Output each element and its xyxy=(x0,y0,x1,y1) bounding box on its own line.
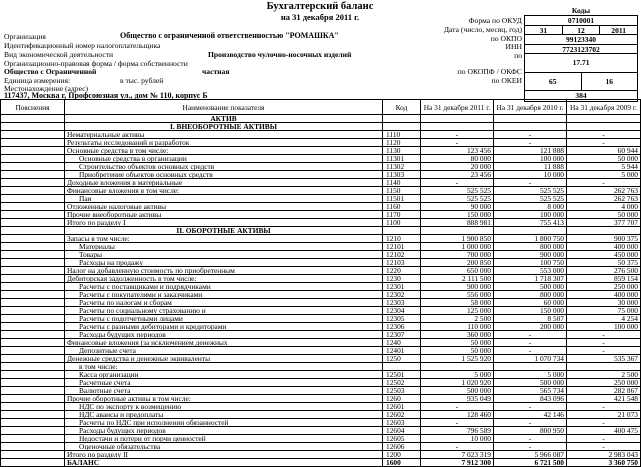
row-code: 12503 xyxy=(383,387,421,395)
value-cell-2010: 525 525 xyxy=(494,195,567,203)
notes-cell xyxy=(1,115,65,123)
notes-cell xyxy=(1,227,65,235)
value-cell-2009: - xyxy=(567,347,641,355)
row-code: 12302 xyxy=(383,291,421,299)
value-cell-2010: 42 146 xyxy=(494,411,567,419)
notes-cell xyxy=(1,347,65,355)
value-cell-2011: 128 460 xyxy=(421,411,494,419)
value-cell-2010: 100 000 xyxy=(494,155,567,163)
value-cell-2011: 50 000 xyxy=(421,339,494,347)
value-cell-2011: 888 981 xyxy=(421,219,494,227)
value-cell-2011: 525 525 xyxy=(421,187,494,195)
indicator-name: Денежные средства и денежные эквиваленты xyxy=(65,355,383,363)
notes-cell xyxy=(1,395,65,403)
notes-cell xyxy=(1,235,65,243)
indicator-name: НДС по экспорту к возмещению xyxy=(65,403,383,411)
indicator-name: Отложенные налоговые активы xyxy=(65,203,383,211)
row-code: 12401 xyxy=(383,347,421,355)
value-cell-2009: - xyxy=(567,443,641,451)
notes-cell xyxy=(1,203,65,211)
row-code: 12601 xyxy=(383,403,421,411)
value-cell-2009: - xyxy=(567,403,641,411)
indicator-name: I. ВНЕОБОРОТНЫЕ АКТИВЫ xyxy=(65,123,383,131)
row-code: 12502 xyxy=(383,379,421,387)
okpo-value: 99123340 xyxy=(566,35,596,44)
value-cell-2010: 843 096 xyxy=(494,395,567,403)
value-cell-2011: - xyxy=(421,443,494,451)
value-cell-2010: - xyxy=(494,443,567,451)
notes-cell xyxy=(1,259,65,267)
indicator-name: Запасы в том числе: xyxy=(65,235,383,243)
indicator-name: Расчеты по НДС при исполнении обязанностей xyxy=(65,419,383,427)
value-cell-2009: 3 360 750 xyxy=(567,459,641,467)
value-cell-2009: 276 500 xyxy=(567,267,641,275)
row-code: 12103 xyxy=(383,259,421,267)
value-cell-2009: 2 500 xyxy=(567,371,641,379)
row-code: 1240 xyxy=(383,339,421,347)
codes-block xyxy=(524,7,638,102)
notes-cell xyxy=(1,179,65,187)
row-code: 12304 xyxy=(383,307,421,315)
notes-cell xyxy=(1,307,65,315)
notes-cell xyxy=(1,211,65,219)
value-cell-2011: 1 020 920 xyxy=(421,379,494,387)
row-code: 1160 xyxy=(383,203,421,211)
value-cell-2009 xyxy=(567,115,641,123)
col-header-notes: Пояснения xyxy=(1,100,65,115)
value-cell-2009: 859 154 xyxy=(567,275,641,283)
ownership-value: частная xyxy=(202,67,230,76)
value-cell-2009: - xyxy=(567,435,641,443)
unit-label: Единица измерения: xyxy=(4,76,71,85)
table-body xyxy=(1,115,641,467)
value-cell-2009: 30 000 xyxy=(567,299,641,307)
table-row xyxy=(1,459,641,467)
value-cell-2010: 8 000 xyxy=(494,203,567,211)
value-cell-2011: 2 111 500 xyxy=(421,275,494,283)
row-code: 1200 xyxy=(383,451,421,459)
date-year: 2011 xyxy=(611,25,626,35)
value-cell-2010: 1 800 750 xyxy=(494,235,567,243)
value-cell-2011: 1 000 000 xyxy=(421,243,494,251)
value-cell-2010: 8 507 xyxy=(494,315,567,323)
value-cell-2010: 10 000 xyxy=(494,171,567,179)
section-row xyxy=(1,115,641,123)
value-cell-2011: 1 900 850 xyxy=(421,235,494,243)
indicator-name: в том числе: xyxy=(65,363,383,371)
row-code: 11501 xyxy=(383,195,421,203)
indicator-name: Расходы будущих периодов xyxy=(65,427,383,435)
page-subtitle: на 31 декабря 2011 г. xyxy=(280,12,360,22)
indicator-name: II. ОБОРОТНЫЕ АКТИВЫ xyxy=(65,227,383,235)
value-cell-2011: 525 525 xyxy=(421,195,494,203)
value-cell-2010: 5 966 087 xyxy=(494,451,567,459)
notes-cell xyxy=(1,267,65,275)
col-header-2009: На 31 декабря 2009 г. xyxy=(567,100,641,115)
row-code: 1220 xyxy=(383,267,421,275)
value-cell-2010: 200 000 xyxy=(494,323,567,331)
inn-code-label: ИНН xyxy=(505,42,522,51)
value-cell-2009: 250 000 xyxy=(567,283,641,291)
row-code: 12602 xyxy=(383,411,421,419)
value-cell-2011: 90 000 xyxy=(421,203,494,211)
okei-label: по ОКЕИ xyxy=(491,76,522,85)
indicator-name: Оценочные обязательства xyxy=(65,443,383,451)
notes-cell xyxy=(1,363,65,371)
value-cell-2009: 21 073 xyxy=(567,411,641,419)
value-cell-2010: 1 070 734 xyxy=(494,355,567,363)
indicator-name: Материалы xyxy=(65,243,383,251)
row-code: 1600 xyxy=(383,459,421,467)
indicator-name: Расчеты по социальному страхованию и xyxy=(65,307,383,315)
indicator-name: Приобретение объектов основных средств xyxy=(65,171,383,179)
notes-cell xyxy=(1,451,65,459)
row-code: 12604 xyxy=(383,427,421,435)
notes-cell xyxy=(1,443,65,451)
indicator-name: Результаты исследований и разработок xyxy=(65,139,383,147)
indicator-name: Нематериальные активы xyxy=(65,131,383,139)
value-cell-2009: 50 000 xyxy=(567,155,641,163)
codes-label: Коды xyxy=(571,6,591,15)
row-code: 12605 xyxy=(383,435,421,443)
value-cell-2010: - xyxy=(494,403,567,411)
notes-cell xyxy=(1,283,65,291)
org-label: Организация xyxy=(4,32,46,41)
value-cell-2010: 500 000 xyxy=(494,283,567,291)
value-cell-2011: 110 000 xyxy=(421,323,494,331)
value-cell-2011: 150 000 xyxy=(421,211,494,219)
value-cell-2009: 5 000 xyxy=(567,171,641,179)
notes-cell xyxy=(1,411,65,419)
indicator-name: Депозитные счета xyxy=(65,347,383,355)
indicator-name: Основные средства в том числе: xyxy=(65,147,383,155)
row-code: 12305 xyxy=(383,315,421,323)
value-cell-2011: - xyxy=(421,419,494,427)
value-cell-2011: 7 912 300 xyxy=(421,459,494,467)
value-cell-2011: 2 500 xyxy=(421,315,494,323)
value-cell-2011: 360 000 xyxy=(421,331,494,339)
value-cell-2011: 796 589 xyxy=(421,427,494,435)
value-cell-2011: - xyxy=(421,403,494,411)
value-cell-2010: - xyxy=(494,347,567,355)
notes-cell xyxy=(1,371,65,379)
row-code: 11302 xyxy=(383,163,421,171)
value-cell-2011: 7 023 319 xyxy=(421,451,494,459)
value-cell-2010: 150 000 xyxy=(494,307,567,315)
row-code: 11301 xyxy=(383,155,421,163)
notes-cell xyxy=(1,403,65,411)
row-code: 12303 xyxy=(383,299,421,307)
value-cell-2009: 535 367 xyxy=(567,355,641,363)
value-cell-2009: - xyxy=(567,179,641,187)
value-cell-2009: 50 000 xyxy=(567,211,641,219)
value-cell-2009: - xyxy=(567,139,641,147)
indicator-name: Расчетные счета xyxy=(65,379,383,387)
notes-cell xyxy=(1,331,65,339)
row-code: 1140 xyxy=(383,179,421,187)
indicator-name: Доходные вложения в материальные xyxy=(65,179,383,187)
value-cell-2010: 6 721 500 xyxy=(494,459,567,467)
value-cell-2011: 700 000 xyxy=(421,251,494,259)
row-code: 12301 xyxy=(383,283,421,291)
value-cell-2010: 553 000 xyxy=(494,267,567,275)
value-cell-2009: 377 707 xyxy=(567,219,641,227)
row-code: 1150 xyxy=(383,187,421,195)
value-cell-2009: - xyxy=(567,331,641,339)
indicator-name: Основные средства в организации xyxy=(65,155,383,163)
okopf-value: 65 xyxy=(525,73,582,90)
value-cell-2011: - xyxy=(421,131,494,139)
row-code: 12101 xyxy=(383,243,421,251)
notes-cell xyxy=(1,147,65,155)
value-cell-2010: 11 888 xyxy=(494,163,567,171)
notes-cell xyxy=(1,139,65,147)
col-header-2011: На 31 декабря 2011 г. xyxy=(421,100,494,115)
value-cell-2011: 80 000 xyxy=(421,155,494,163)
indicator-name: Финансовые вложения в том числе: xyxy=(65,187,383,195)
value-cell-2010: - xyxy=(494,139,567,147)
row-code: 12102 xyxy=(383,251,421,259)
indicator-name: Налог на добавленную стоимость по приобретенным xyxy=(65,267,383,275)
row-code: 12307 xyxy=(383,331,421,339)
value-cell-2010: 565 734 xyxy=(494,387,567,395)
notes-cell xyxy=(1,379,65,387)
col-header-2010: На 31 декабря 2010 г. xyxy=(494,100,567,115)
value-cell-2009: 400 000 xyxy=(567,243,641,251)
value-cell-2009: 250 000 xyxy=(567,379,641,387)
value-cell-2010 xyxy=(494,115,567,123)
okfs-value: 16 xyxy=(605,77,613,86)
indicator-name: Расчеты по налогам и сборам xyxy=(65,299,383,307)
value-cell-2010: 500 000 xyxy=(494,379,567,387)
value-cell-2011: 125 000 xyxy=(421,307,494,315)
balance-table xyxy=(0,99,641,467)
value-cell-2010: 5 000 xyxy=(494,371,567,379)
activity-value: Производство чулочно-носочных изделий xyxy=(208,50,352,59)
indicator-name: Прочие оборотные активы в том числе: xyxy=(65,395,383,403)
okopf-label: по ОКОПФ / ОКФС xyxy=(457,67,522,76)
value-cell-2010: 100 000 xyxy=(494,211,567,219)
indicator-name: Паи xyxy=(65,195,383,203)
value-cell-2011: 58 000 xyxy=(421,299,494,307)
notes-cell xyxy=(1,355,65,363)
okei-value: 384 xyxy=(575,91,587,100)
date-day: 31 xyxy=(525,26,563,35)
value-cell-2009: - xyxy=(567,339,641,347)
notes-cell xyxy=(1,195,65,203)
value-cell-2010: - xyxy=(494,419,567,427)
value-cell-2011: 20 000 xyxy=(421,163,494,171)
col-header-code: Код xyxy=(383,100,421,115)
indicator-name: Расчеты с подотчетными лицами xyxy=(65,315,383,323)
indicator-name: Строительство объектов основных средств xyxy=(65,163,383,171)
page-title: Бухгалтерский баланс xyxy=(266,1,374,12)
row-code: 1130 xyxy=(383,147,421,155)
value-cell-2009: 262 763 xyxy=(567,195,641,203)
notes-cell xyxy=(1,131,65,139)
notes-cell xyxy=(1,171,65,179)
indicator-name: Дебиторская задолженность в том числе: xyxy=(65,275,383,283)
value-cell-2010: 1 718 307 xyxy=(494,275,567,283)
value-cell-2011: 500 000 xyxy=(421,387,494,395)
col-header-name: Наименование показателя xyxy=(65,100,383,115)
notes-cell xyxy=(1,419,65,427)
value-cell-2011: 50 000 xyxy=(421,347,494,355)
value-cell-2010: 800 000 xyxy=(494,291,567,299)
indicator-name: Итого по разделу I xyxy=(65,219,383,227)
row-code: 1170 xyxy=(383,211,421,219)
value-cell-2009: 5 944 xyxy=(567,163,641,171)
okpo-label: по ОКПО xyxy=(490,34,522,43)
notes-cell xyxy=(1,339,65,347)
notes-cell xyxy=(1,187,65,195)
okud-value: 0710001 xyxy=(567,16,595,25)
address-label: Местонахождение (адрес) xyxy=(4,84,89,93)
activity-label: Вид экономической деятельности xyxy=(4,50,114,59)
row-code: 11303 xyxy=(383,171,421,179)
table-header-row xyxy=(1,100,641,115)
okved-value: 17.71 xyxy=(572,58,590,67)
indicator-name: НДС авансы и предоплаты xyxy=(65,411,383,419)
notes-cell xyxy=(1,459,65,467)
value-cell-2010: - xyxy=(494,179,567,187)
notes-cell xyxy=(1,299,65,307)
value-cell-2009: 450 000 xyxy=(567,251,641,259)
value-cell-2009: 900 375 xyxy=(567,235,641,243)
value-cell-2011: - xyxy=(421,179,494,187)
value-cell-2009: 4 254 xyxy=(567,315,641,323)
indicator-name: Финансовые вложения (за исключением денежных xyxy=(65,339,383,347)
value-cell-2011: 123 456 xyxy=(421,147,494,155)
indicator-name: Прочие внеоборотные активы xyxy=(65,211,383,219)
value-cell-2010: 900 000 xyxy=(494,251,567,259)
value-cell-2010: 755 413 xyxy=(494,219,567,227)
value-cell-2010: 60 000 xyxy=(494,299,567,307)
notes-cell xyxy=(1,163,65,171)
notes-cell xyxy=(1,123,65,131)
indicator-name: Расходы на продажу xyxy=(65,259,383,267)
notes-cell xyxy=(1,387,65,395)
unit-value: в тыс. рублей xyxy=(120,76,164,85)
value-cell-2010: - xyxy=(494,331,567,339)
value-cell-2010: - xyxy=(494,339,567,347)
row-code: 1120 xyxy=(383,139,421,147)
row-code: 1260 xyxy=(383,395,421,403)
row-code: 1100 xyxy=(383,219,421,227)
value-cell-2010: 100 750 xyxy=(494,259,567,267)
value-cell-2009: 75 000 xyxy=(567,307,641,315)
legal-form-label: Организационно-правовая форма / форма собственности xyxy=(4,59,188,68)
notes-cell xyxy=(1,219,65,227)
indicator-name: Товары xyxy=(65,251,383,259)
row-code: 1210 xyxy=(383,235,421,243)
value-cell-2009: 4 000 xyxy=(567,203,641,211)
date-month: 12 xyxy=(563,26,601,35)
value-cell-2011: 900 000 xyxy=(421,283,494,291)
indicator-name: Расходы будущих периодов xyxy=(65,331,383,339)
inn-value: 7723123702 xyxy=(562,44,600,54)
value-cell-2009: 262 763 xyxy=(567,187,641,195)
indicator-name: Касса организации xyxy=(65,371,383,379)
value-cell-2011: 556 000 xyxy=(421,291,494,299)
indicator-name: Валютные счета xyxy=(65,387,383,395)
value-cell-2011 xyxy=(421,115,494,123)
table-row xyxy=(1,219,641,227)
value-cell-2011: 650 000 xyxy=(421,267,494,275)
row-code: 12306 xyxy=(383,323,421,331)
value-cell-2010: 121 888 xyxy=(494,147,567,155)
date-label: Дата (число, месяц, год) xyxy=(443,25,522,34)
notes-cell xyxy=(1,243,65,251)
value-cell-2009: 2 983 043 xyxy=(567,451,641,459)
row-code xyxy=(383,115,421,123)
notes-cell xyxy=(1,275,65,283)
notes-cell xyxy=(1,323,65,331)
row-code: 1250 xyxy=(383,355,421,363)
notes-cell xyxy=(1,435,65,443)
value-cell-2010: - xyxy=(494,435,567,443)
notes-cell xyxy=(1,155,65,163)
value-cell-2009: 50 375 xyxy=(567,259,641,267)
indicator-name: Недостачи и потери от порчи ценностей xyxy=(65,435,383,443)
indicator-name: БАЛАНС xyxy=(65,459,383,467)
value-cell-2009: - xyxy=(567,131,641,139)
row-code: 12606 xyxy=(383,443,421,451)
value-cell-2010: - xyxy=(494,131,567,139)
row-code: 12603 xyxy=(383,419,421,427)
value-cell-2011: 23 456 xyxy=(421,171,494,179)
value-cell-2011: 935 049 xyxy=(421,395,494,403)
value-cell-2009: 400 000 xyxy=(567,291,641,299)
notes-cell xyxy=(1,315,65,323)
row-code: 1230 xyxy=(383,275,421,283)
inn-label: Идентификационный номер налогоплательщика xyxy=(4,41,161,50)
notes-cell xyxy=(1,291,65,299)
value-cell-2011: 5 000 xyxy=(421,371,494,379)
value-cell-2009: 400 475 xyxy=(567,427,641,435)
value-cell-2011: - xyxy=(421,139,494,147)
org-value: Общество с ограниченной ответственностью "РОМАШКА" xyxy=(120,31,339,40)
indicator-name: Расчеты с поставщиками и подрядчиками xyxy=(65,283,383,291)
value-cell-2009: 60 944 xyxy=(567,147,641,155)
value-cell-2010: 800 000 xyxy=(494,243,567,251)
value-cell-2009: 282 867 xyxy=(567,387,641,395)
indicator-name: Итого по разделу II xyxy=(65,451,383,459)
row-code: 12501 xyxy=(383,371,421,379)
legal-form-value: Общество с Ограниченной xyxy=(4,67,97,76)
indicator-name: Расчеты с разными дебиторами и кредиторами xyxy=(65,323,383,331)
value-cell-2010: 525 525 xyxy=(494,187,567,195)
value-cell-2010: 800 950 xyxy=(494,427,567,435)
indicator-name: АКТИВ xyxy=(65,115,383,123)
indicator-name: Расчеты с покупателями и заказчиками xyxy=(65,291,383,299)
notes-cell xyxy=(1,427,65,435)
value-cell-2009: - xyxy=(567,419,641,427)
value-cell-2009: 100 000 xyxy=(567,323,641,331)
value-cell-2011: 10 000 xyxy=(421,435,494,443)
row-code: 1110 xyxy=(383,131,421,139)
notes-cell xyxy=(1,251,65,259)
value-cell-2009: 421 548 xyxy=(567,395,641,403)
value-cell-2011: 1 525 920 xyxy=(421,355,494,363)
address-value: 117437, Москва г, Профсоюзная ул., дом № 110, корпус Б xyxy=(4,91,208,100)
okud-label: Форма по ОКУД xyxy=(468,16,522,25)
value-cell-2011: 200 850 xyxy=(421,259,494,267)
okved-label: по xyxy=(514,51,522,60)
